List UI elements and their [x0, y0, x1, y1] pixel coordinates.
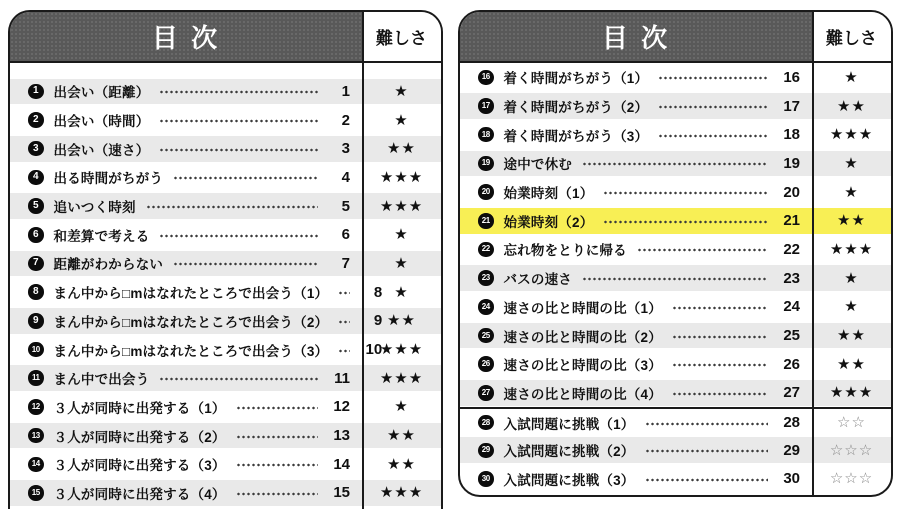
toc-entry [460, 380, 812, 406]
item-number-badge: 21 [478, 213, 494, 229]
difficulty-cell [812, 466, 891, 492]
item-number-badge: 26 [478, 356, 494, 372]
star-filled-icon: ★★ [837, 212, 866, 230]
difficulty-cell [362, 423, 441, 449]
difficulty-cell [362, 251, 441, 277]
item-title: 追いつく時刻 [53, 200, 136, 216]
dotted-leader [645, 449, 768, 453]
star-filled-icon: ★★ [387, 140, 416, 158]
item-title: 速さの比と時間の比（2） [503, 329, 662, 345]
toc-row-5 [10, 192, 441, 221]
item-title: まん中で出会う [53, 372, 150, 388]
toc-entry [460, 179, 812, 205]
toc-row-23 [460, 264, 891, 293]
difficulty-cell [812, 380, 891, 406]
toc-entry [460, 122, 812, 148]
dotted-leader [672, 306, 768, 310]
page-title: 目 次 [151, 23, 221, 53]
star-filled-icon: ★ [394, 398, 409, 416]
star-filled-icon: ★ [394, 254, 409, 272]
page-number: 4 [341, 168, 350, 186]
page-number: 5 [341, 197, 350, 215]
item-title: 着く時間がちがう（3） [503, 128, 649, 144]
toc-row-27 [460, 379, 891, 408]
page-number: 19 [783, 154, 800, 172]
toc-entry [460, 466, 812, 492]
item-number-badge: 18 [478, 127, 494, 143]
page-number: 25 [783, 327, 800, 345]
page-number: 17 [783, 97, 800, 115]
star-filled-icon: ★★ [387, 427, 416, 445]
item-number-badge: 8 [28, 284, 44, 300]
item-number-badge: 22 [478, 242, 494, 258]
item-number-badge: 13 [28, 428, 44, 444]
difficulty-cell [362, 107, 441, 133]
dotted-leader [159, 377, 318, 381]
page-number: 7 [341, 254, 350, 272]
item-title: 出会い（速さ） [53, 142, 150, 158]
item-title: 出会い（距離） [53, 85, 150, 101]
item-title: 速さの比と時間の比（1） [503, 300, 662, 316]
item-title: バスの速さ [503, 272, 572, 288]
page-number: 16 [783, 68, 800, 86]
item-number-badge: 29 [478, 443, 494, 459]
difficulty-cell [362, 337, 441, 363]
star-filled-icon: ★ [394, 82, 409, 100]
toc-table-left [8, 10, 443, 509]
dotted-leader [645, 422, 768, 426]
page-number: 3 [341, 140, 350, 158]
toc-entry [10, 193, 362, 219]
dotted-leader [146, 205, 318, 209]
item-number-badge: 19 [478, 156, 494, 172]
star-filled-icon: ★★★ [379, 341, 424, 359]
toc-row-6 [10, 220, 441, 249]
dotted-leader [645, 478, 768, 482]
star-outline-icon: ☆☆ [837, 414, 866, 432]
item-title: ３人が同時に出発する（4） [53, 486, 226, 502]
toc-entry [460, 437, 812, 463]
dotted-leader [338, 320, 350, 324]
toc-row-19 [460, 149, 891, 178]
difficulty-cell [362, 222, 441, 248]
toc-entry [10, 279, 383, 305]
toc-entry [10, 107, 362, 133]
star-filled-icon: ★★★ [379, 168, 424, 186]
star-outline-icon: ☆☆☆ [829, 470, 874, 488]
toc-row-18 [460, 120, 891, 149]
star-filled-icon: ★★ [837, 355, 866, 373]
toc-entry [10, 136, 362, 162]
toc-row-11 [10, 364, 441, 393]
dotted-leader [236, 492, 318, 496]
item-title: ３人が同時に出発する（3） [53, 458, 226, 474]
difficulty-cell [362, 279, 441, 305]
item-title: 出会い（時間） [53, 114, 150, 130]
item-title: 着く時間がちがう（2） [503, 100, 649, 116]
item-title: ３人が同時に出発する（2） [53, 429, 226, 445]
difficulty-cell [362, 365, 441, 391]
toc-entry [460, 93, 812, 119]
toc-entry [460, 237, 812, 263]
item-title: 着く時間がちがう（1） [503, 71, 649, 87]
difficulty-cell [362, 308, 441, 334]
toc-row-3 [10, 134, 441, 163]
dotted-leader [159, 234, 318, 238]
difficulty-cell [812, 437, 891, 463]
dotted-leader [338, 349, 350, 353]
item-number-badge: 15 [28, 485, 44, 501]
difficulty-cell [812, 179, 891, 205]
toc-row-26 [460, 350, 891, 379]
page-number: 8 [373, 283, 383, 301]
toc-row-10 [10, 335, 441, 364]
item-title: まん中から□mはなれたところで出会う（2） [53, 314, 329, 330]
star-outline-icon: ☆☆☆ [829, 441, 874, 459]
page-number: 24 [783, 298, 800, 316]
item-number-badge: 12 [28, 399, 44, 415]
item-title: 入試問題に挑戦（3） [503, 472, 635, 488]
header-gap [10, 63, 441, 77]
item-number-badge: 1 [28, 84, 44, 100]
toc-entry [10, 251, 362, 277]
toc-row-16 [460, 63, 891, 92]
toc-entry [460, 411, 812, 435]
page-number: 2 [341, 111, 350, 129]
page-number: 6 [341, 226, 350, 244]
item-title: ３人が同時に出発する（1） [53, 400, 226, 416]
item-number-badge: 23 [478, 270, 494, 286]
difficulty-cell [362, 394, 441, 420]
item-title: 始業時刻（2） [503, 214, 594, 230]
dotted-leader [603, 220, 768, 224]
page-number: 22 [783, 240, 800, 258]
toc-entry [10, 337, 383, 363]
star-filled-icon: ★ [394, 283, 409, 301]
page-number: 20 [783, 183, 800, 201]
page-number: 28 [783, 414, 800, 432]
item-title: まん中から□mはなれたところで出会う（3） [53, 343, 329, 359]
difficulty-cell [812, 265, 891, 291]
star-filled-icon: ★ [844, 68, 859, 86]
page-number: 18 [783, 126, 800, 144]
difficulty-cell [812, 93, 891, 119]
dotted-leader [159, 90, 318, 94]
toc-entry [10, 365, 362, 391]
page-number: 23 [783, 269, 800, 287]
dotted-leader [338, 291, 350, 295]
star-filled-icon: ★★ [387, 455, 416, 473]
toc-body-right [460, 63, 891, 493]
item-number-badge: 11 [28, 370, 44, 386]
difficulty-cell [362, 480, 441, 506]
item-number-badge: 17 [478, 98, 494, 114]
dotted-leader [582, 277, 768, 281]
page-number: 10 [365, 341, 383, 359]
toc-entry [10, 423, 362, 449]
toc-header-title-cell [10, 12, 362, 61]
item-number-badge: 25 [478, 328, 494, 344]
item-title: 出る時間がちがう [53, 171, 164, 187]
difficulty-cell [812, 208, 891, 234]
toc-row-2 [10, 106, 441, 135]
dotted-leader [159, 148, 318, 152]
item-title: 入試問題に挑戦（2） [503, 444, 635, 460]
item-number-badge: 28 [478, 415, 494, 431]
difficulty-cell [812, 351, 891, 377]
toc-row-9 [10, 307, 441, 336]
dotted-leader [236, 435, 318, 439]
difficulty-cell [362, 193, 441, 219]
page-number: 9 [373, 312, 383, 330]
star-filled-icon: ★★★ [829, 126, 874, 144]
difficulty-header-cell [812, 12, 891, 61]
difficulty-cell [812, 65, 891, 91]
toc-row-15 [10, 479, 441, 508]
star-filled-icon: ★★★ [379, 197, 424, 215]
dotted-leader [236, 406, 318, 410]
item-number-badge: 20 [478, 184, 494, 200]
toc-row-20 [460, 178, 891, 207]
star-filled-icon: ★ [394, 111, 409, 129]
toc-row-21 [460, 206, 891, 235]
toc-row-7 [10, 249, 441, 278]
toc-row-25 [460, 321, 891, 350]
dotted-leader [658, 105, 768, 109]
dotted-leader [603, 191, 768, 195]
toc-body-left [10, 63, 441, 507]
toc-entry [10, 165, 362, 191]
toc-row-28 [460, 407, 891, 436]
toc-entry [10, 480, 362, 506]
difficulty-cell [812, 411, 891, 435]
star-filled-icon: ★ [844, 269, 859, 287]
star-filled-icon: ★★ [387, 312, 416, 330]
page-number: 15 [333, 484, 350, 502]
item-number-badge: 2 [28, 112, 44, 128]
toc-row-8 [10, 278, 441, 307]
dotted-leader [173, 176, 318, 180]
toc-entry [460, 323, 812, 349]
star-filled-icon: ★★ [837, 97, 866, 115]
item-number-badge: 10 [28, 342, 44, 358]
item-number-badge: 9 [28, 313, 44, 329]
dotted-leader [658, 76, 768, 80]
item-title: 和差算で考える [53, 228, 150, 244]
dotted-leader [672, 392, 768, 396]
toc-row-22 [460, 235, 891, 264]
page-number: 14 [333, 455, 350, 473]
item-title: 速さの比と時間の比（4） [503, 386, 662, 402]
page-number: 11 [334, 369, 350, 387]
star-filled-icon: ★ [844, 298, 859, 316]
page-number: 27 [783, 384, 800, 402]
difficulty-cell [812, 323, 891, 349]
star-filled-icon: ★ [394, 226, 409, 244]
star-filled-icon: ★★★ [379, 484, 424, 502]
difficulty-cell [362, 79, 441, 105]
star-filled-icon: ★ [844, 154, 859, 172]
dotted-leader [672, 335, 768, 339]
page-number: 13 [333, 427, 350, 445]
dotted-leader [637, 248, 768, 252]
toc-row-14 [10, 450, 441, 479]
toc-row-4 [10, 163, 441, 192]
toc-row-17 [460, 92, 891, 121]
page-title: 目 次 [601, 23, 671, 53]
toc-entry [460, 208, 812, 234]
toc-row-29 [460, 436, 891, 465]
toc-entry [10, 308, 383, 334]
toc-header [10, 12, 441, 63]
item-number-badge: 27 [478, 385, 494, 401]
star-filled-icon: ★★ [837, 327, 866, 345]
dotted-leader [236, 463, 318, 467]
toc-entry [460, 351, 812, 377]
page-number: 12 [333, 398, 350, 416]
item-title: 入試問題に挑戦（1） [503, 416, 635, 432]
difficulty-column-divider [362, 12, 364, 509]
page-number: 21 [783, 212, 800, 230]
toc-row-30 [460, 465, 891, 494]
toc-entry [460, 65, 812, 91]
item-number-badge: 7 [28, 256, 44, 272]
toc-row-13 [10, 421, 441, 450]
star-filled-icon: ★★★ [379, 369, 424, 387]
difficulty-cell [812, 237, 891, 263]
toc-row-1 [10, 77, 441, 106]
dotted-leader [672, 363, 768, 367]
toc-header-title-cell [460, 12, 812, 61]
difficulty-cell [362, 136, 441, 162]
difficulty-header-cell [362, 12, 441, 61]
page-number: 1 [341, 82, 350, 100]
toc-entry [10, 222, 362, 248]
toc-row-12 [10, 393, 441, 422]
toc-table-right [458, 10, 893, 497]
item-number-badge: 16 [478, 70, 494, 86]
item-title: まん中から□mはなれたところで出会う（1） [53, 286, 329, 302]
difficulty-column-divider [812, 12, 814, 495]
difficulty-cell [812, 122, 891, 148]
item-title: 忘れ物をとりに帰る [503, 243, 627, 259]
item-number-badge: 3 [28, 141, 44, 157]
dotted-leader [658, 134, 768, 138]
toc-entry [460, 294, 812, 320]
star-filled-icon: ★ [844, 183, 859, 201]
item-title: 速さの比と時間の比（3） [503, 358, 662, 374]
star-filled-icon: ★★★ [829, 384, 874, 402]
item-number-badge: 6 [28, 227, 44, 243]
difficulty-cell [812, 151, 891, 177]
dotted-leader [173, 262, 318, 266]
difficulty-cell [812, 294, 891, 320]
star-filled-icon: ★★★ [829, 240, 874, 258]
toc-entry [10, 451, 362, 477]
page-number: 29 [783, 441, 800, 459]
item-number-badge: 30 [478, 471, 494, 487]
toc-entry [10, 394, 362, 420]
difficulty-cell [362, 451, 441, 477]
difficulty-label: 難しさ [826, 29, 877, 48]
item-number-badge: 24 [478, 299, 494, 315]
item-title: 途中で休む [503, 157, 572, 173]
dotted-leader [582, 162, 768, 166]
toc-entry [10, 79, 362, 105]
item-number-badge: 4 [28, 170, 44, 186]
difficulty-cell [362, 165, 441, 191]
toc-entry [460, 151, 812, 177]
item-number-badge: 5 [28, 198, 44, 214]
difficulty-label: 難しさ [376, 29, 427, 48]
toc-header [460, 12, 891, 63]
item-title: 距離がわからない [53, 257, 164, 273]
page-number: 30 [783, 470, 800, 488]
page-number: 26 [783, 355, 800, 373]
item-number-badge: 14 [28, 457, 44, 473]
toc-row-24 [460, 293, 891, 322]
dotted-leader [159, 119, 318, 123]
item-title: 始業時刻（1） [503, 186, 594, 202]
toc-entry [460, 265, 812, 291]
